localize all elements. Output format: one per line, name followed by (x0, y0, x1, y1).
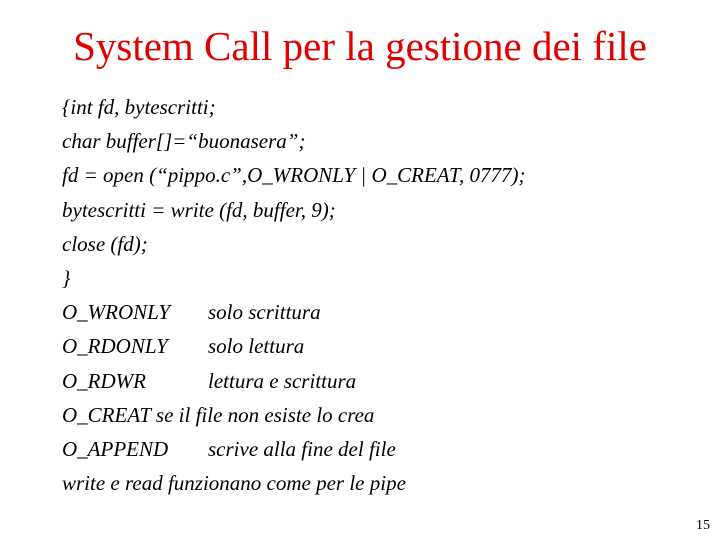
footer-note: write e read funzionano come per le pipe (62, 471, 406, 496)
flag-description: lettura e scrittura (208, 368, 357, 393)
flag-row-wronly (62, 295, 712, 329)
flag-description: solo lettura (208, 334, 305, 359)
flag-name: O_RDONLY (62, 334, 168, 359)
flag-row-append (62, 432, 712, 466)
flag-name: O_RDWR (62, 368, 146, 393)
flag-row-creat: O_CREAT se il file non esiste lo crea (62, 402, 375, 427)
code-line: } (62, 265, 71, 290)
page-number: 15 (696, 518, 710, 533)
slide-title: System Call per la gestione dei file (73, 23, 647, 69)
code-line: bytescritti = write (fd, buffer, 9); (62, 197, 336, 222)
flag-name: O_APPEND (62, 436, 169, 461)
code-line: fd = open (“pippo.c”,O_WRONLY | O_CREAT, 0777); (62, 163, 526, 188)
code-line: char buffer[]=“buonasera”; (62, 129, 306, 154)
slide-body (62, 90, 712, 500)
code-line: close (fd); (62, 231, 148, 256)
flag-row-rdwr (62, 364, 712, 398)
flag-description: scrive alla fine del file (208, 436, 396, 461)
flag-description: solo scrittura (208, 300, 321, 325)
flag-name: O_WRONLY (62, 300, 171, 325)
flag-row-rdonly (62, 329, 712, 363)
code-line: {int fd, bytescritti; (62, 95, 216, 119)
